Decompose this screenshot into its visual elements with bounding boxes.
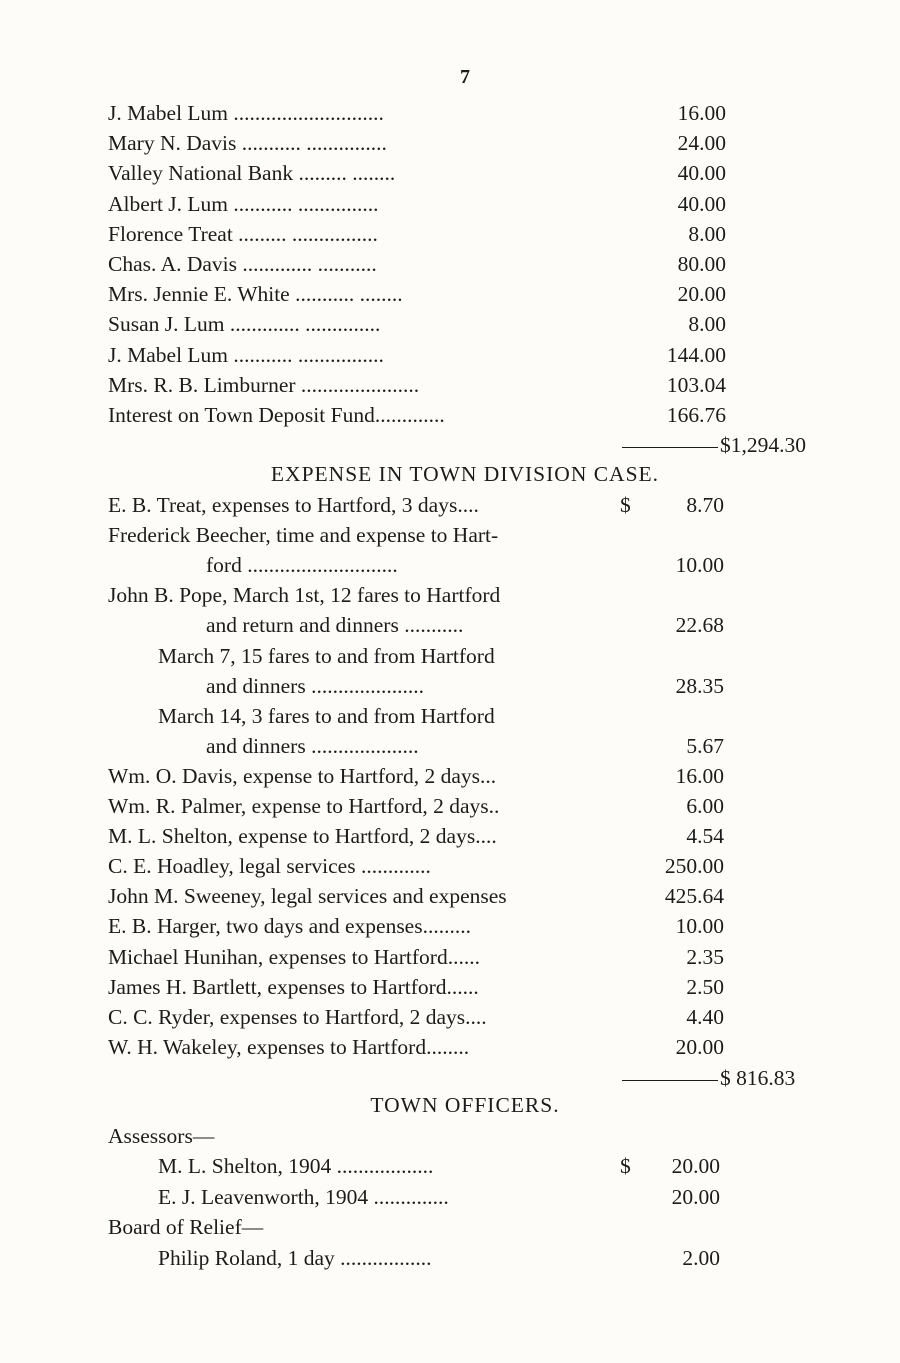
ledger-row <box>108 279 726 309</box>
row-label: March 7, 15 fares to and from Hartford <box>158 643 495 668</box>
row-label: John B. Pope, March 1st, 12 fares to Hartford <box>108 583 501 608</box>
row-label: C. C. Ryder, expenses to Hartford, 2 days.... <box>108 1004 487 1029</box>
ledger-row <box>158 1182 720 1212</box>
row-amount: 144.00 <box>666 342 726 367</box>
row-label: Mrs. Jennie E. White ........... ........ <box>108 282 403 307</box>
row-label: and return and dinners ........... <box>206 613 464 638</box>
row-label: Wm. R. Palmer, expense to Hartford, 2 days.. <box>108 794 500 818</box>
row-amount: 8.00 <box>688 221 726 246</box>
ledger-row <box>108 158 726 188</box>
row-label: Mrs. R. B. Limburner ...................... <box>108 372 420 397</box>
receipts-total: $1,294.30 <box>622 430 806 460</box>
row-amount: 2.00 <box>682 1245 720 1270</box>
ledger-row <box>108 791 724 821</box>
row-amount: 103.04 <box>666 372 726 397</box>
row-amount: 20.00 <box>671 1154 720 1179</box>
ledger-row <box>108 1032 724 1062</box>
row-label: M. L. Shelton, 1904 .................. <box>158 1154 434 1179</box>
row-label: Interest on Town Deposit Fund............. <box>108 403 445 427</box>
ledger-row <box>158 701 724 731</box>
ledger-row <box>108 942 724 972</box>
ledger-row <box>108 189 726 219</box>
row-amount: 10.00 <box>675 914 724 939</box>
ledger-row <box>206 671 724 701</box>
row-label: M. L. Shelton, expense to Hartford, 2 days.... <box>108 824 497 849</box>
row-label: C. E. Hoadley, legal services ............. <box>108 854 431 879</box>
row-label: March 14, 3 fares to and from Hartford <box>158 703 495 728</box>
row-label: E. B. Harger, two days and expenses......... <box>108 914 471 939</box>
row-amount: 2.35 <box>686 944 724 969</box>
section-heading-town-officers: TOWN OFFICERS. <box>370 1093 560 1117</box>
ledger-row <box>108 340 726 370</box>
row-amount: 80.00 <box>677 252 726 276</box>
ledger-row <box>108 520 724 550</box>
row-label: W. H. Wakeley, expenses to Hartford........ <box>108 1034 470 1059</box>
row-amount: 28.35 <box>675 673 724 698</box>
ledger-row <box>108 249 726 279</box>
ledger-row <box>108 128 726 158</box>
ledger-row <box>108 911 724 941</box>
row-amount: 4.54 <box>686 824 724 849</box>
ledger-row <box>108 219 726 249</box>
row-label: and dinners ..................... <box>206 673 430 698</box>
row-amount: 16.00 <box>677 101 726 125</box>
row-label: Florence Treat ......... ................ <box>108 221 378 246</box>
currency-symbol: $ <box>620 1154 631 1179</box>
row-amount: 8.70 <box>686 493 724 517</box>
row-label: J. Mabel Lum ........... ................ <box>108 342 384 367</box>
ledger-row <box>108 1121 720 1151</box>
row-label: Frederick Beecher, time and expense to Hart- <box>108 523 499 548</box>
ledger-row <box>158 1151 720 1181</box>
ledger-row <box>108 1002 724 1032</box>
ledger-row <box>108 881 724 911</box>
row-amount: 8.00 <box>688 312 726 337</box>
row-amount: 20.00 <box>675 1034 724 1059</box>
total-rule <box>622 447 718 448</box>
row-amount: 40.00 <box>677 161 726 186</box>
ledger-row <box>108 1212 720 1242</box>
row-label: ford ............................ <box>206 553 398 578</box>
row-amount: 10.00 <box>675 553 724 578</box>
division-case-total: $ 816.83 <box>622 1063 795 1093</box>
row-label: E. B. Treat, expenses to Hartford, 3 days.... <box>108 493 479 517</box>
ledger-row <box>158 641 724 671</box>
row-amount: 250.00 <box>664 854 724 879</box>
currency-symbol: $ <box>620 493 631 517</box>
row-amount: 40.00 <box>677 191 726 216</box>
ledger-row <box>108 972 724 1002</box>
row-label: E. J. Leavenworth, 1904 .............. <box>158 1184 449 1209</box>
ledger-row <box>108 821 724 851</box>
row-amount: 22.68 <box>675 613 724 638</box>
row-amount: 16.00 <box>675 763 724 788</box>
ledger-row <box>206 550 724 580</box>
row-amount: 166.76 <box>666 403 726 427</box>
row-label: J. Mabel Lum ............................ <box>108 101 384 125</box>
ledger-row <box>108 761 724 791</box>
ledger-row <box>206 610 724 640</box>
ledger-row <box>108 851 724 881</box>
row-label: Albert J. Lum ........... ............... <box>108 191 379 216</box>
row-label: James H. Bartlett, expenses to Hartford...... <box>108 974 479 999</box>
row-label: John M. Sweeney, legal services and expenses <box>108 884 507 909</box>
ledger-row <box>108 580 724 610</box>
row-amount: 6.00 <box>686 794 724 818</box>
ledger-row <box>158 1243 720 1273</box>
row-label: Philip Roland, 1 day ................. <box>158 1245 432 1270</box>
row-label: and dinners .................... <box>206 733 424 758</box>
row-label: Michael Hunihan, expenses to Hartford...... <box>108 944 480 969</box>
total-rule <box>622 1080 718 1081</box>
row-label: Valley National Bank ......... ........ <box>108 161 396 186</box>
row-label: Assessors— <box>108 1124 215 1148</box>
row-label: Wm. O. Davis, expense to Hartford, 2 days... <box>108 763 497 788</box>
ledger-row <box>108 490 724 520</box>
ledger-row <box>206 731 724 761</box>
ledger-row <box>108 98 726 128</box>
row-amount: 20.00 <box>677 282 726 307</box>
row-amount: 24.00 <box>677 131 726 156</box>
row-amount: 2.50 <box>686 974 724 999</box>
ledger-row <box>108 400 726 430</box>
ledger-row <box>108 370 726 400</box>
row-amount: 5.67 <box>686 733 724 758</box>
row-label: Susan J. Lum ............. .............. <box>108 312 381 337</box>
row-amount: 20.00 <box>671 1184 720 1209</box>
row-amount: 425.64 <box>664 884 724 909</box>
ledger-row <box>108 309 726 339</box>
row-label: Chas. A. Davis ............. ........... <box>108 252 377 276</box>
page-number: 7 <box>460 66 470 88</box>
row-label: Mary N. Davis ........... ............... <box>108 131 387 156</box>
row-label: Board of Relief— <box>108 1215 264 1240</box>
row-amount: 4.40 <box>686 1004 724 1029</box>
section-heading-division-case: EXPENSE IN TOWN DIVISION CASE. <box>270 462 660 486</box>
